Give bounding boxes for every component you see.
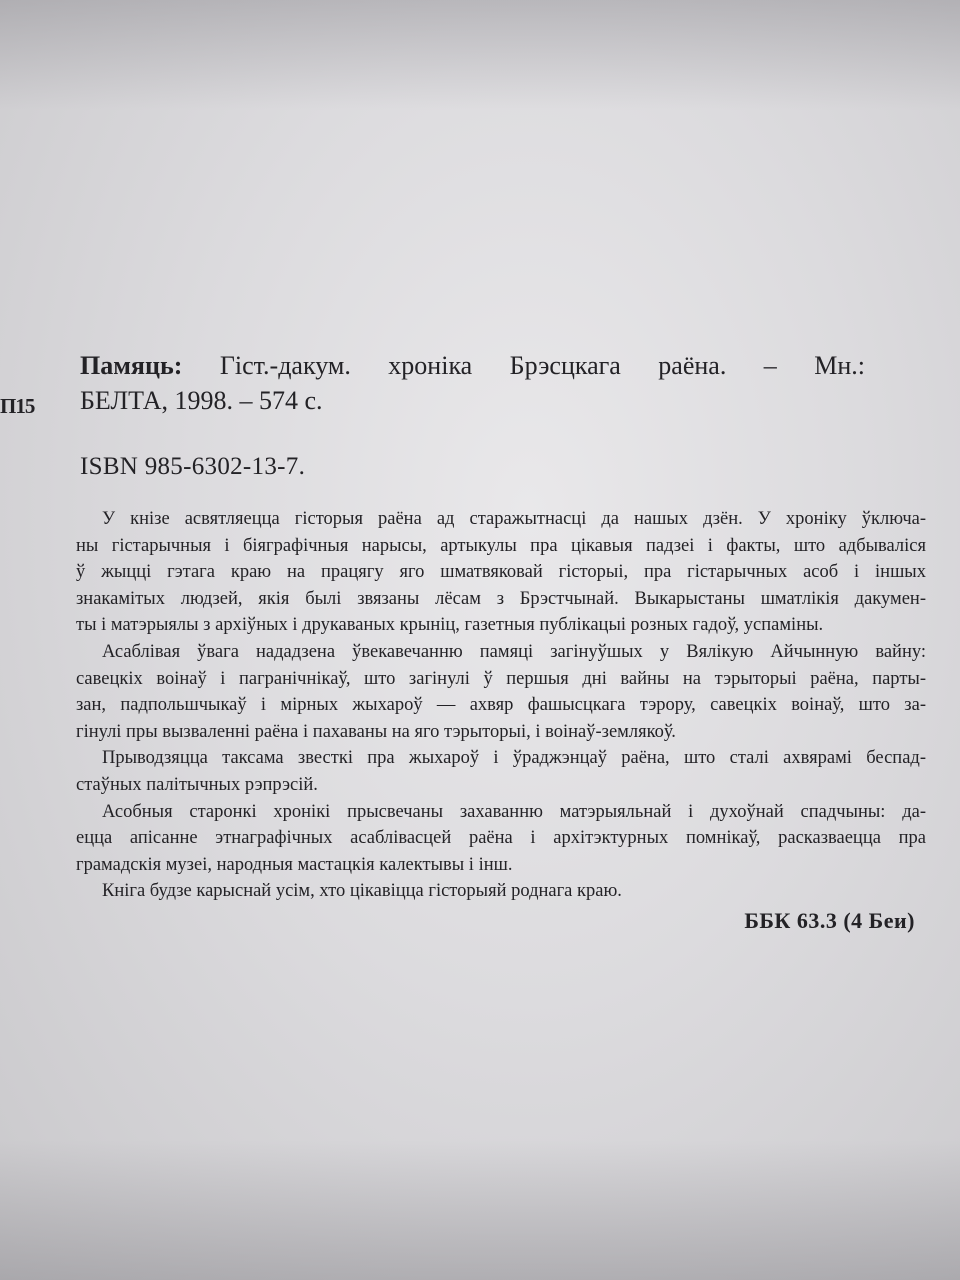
biblio-line-1 [80,348,865,383]
abstract-line: У кнізе асвятляецца гісторыя раёна ад старажытнасці да нашых дзён. У хроніку ўключа- [102,509,926,529]
abstract-line: ецца апісанне этнаграфічных асаблівасцей раёна і архітэктурных помнікаў, расказваецца пра [76,828,926,849]
isbn-number: ISBN 985-6302-13-7. [80,453,306,480]
book-title: Памяць: [80,351,183,380]
abstract-line: Прыводзяцца таксама звесткі пра жыхароў і ўраджэнцаў раёна, што сталі ахвярамі беспад- [102,748,926,769]
page-shadow-bottom [0,1140,960,1280]
abstract-line: Асаблівая ўвага нададзена ўвекавечанню памяці загінуўшых у Вялікую Айчынную вайну: [102,641,926,662]
abstract-line: Кніга будзе карыснай усім, хто цікавіцца гісторыяй роднага краю. [102,881,622,902]
abstract-line: ты і матэрыялы з архіўных і друкаваных крыніц, газетныя публікацыі розных гадоў, успаміны. [76,615,824,636]
biblio-line-2: БЕЛТА, 1998. – 574 с. [80,386,323,415]
classification-code: П15 [0,394,35,418]
abstract-line: савецкіх воінаў і пагранічнікаў, што загінулі ў першыя дні вайны на тэрыторыі раёна, парты- [76,668,926,689]
abstract-line: гінулі пры вызваленні раёна і пахаваны на яго тэрыторыі, і воінаў-землякоў. [76,721,676,742]
bbk-classification: ББК 63.3 (4 Беи) [744,908,915,933]
abstract-text [76,506,926,905]
page-shadow-top [0,0,960,110]
abstract-line: грамадскія музеі, народныя мастацкія калектывы і інш. [76,854,513,875]
abstract-line: Асобныя старонкі хронікі прысвечаны захаванню матэрыяльнай і духоўнай спадчыны: да- [102,801,926,822]
abstract-line: зан, падпольшчыкаў і мірных жыхароў — ахвяр фашысцкага тэрору, савецкіх воінаў, што за- [76,695,926,716]
biblio-description: Гіст.-дакум. хроніка Брэсцкага раёна. – Мн.: [219,351,865,380]
abstract-line: знакамітых людзей, якія былі звязаны лёсам з Брэстчынай. Выкарыстаны шматлікія дакумен- [76,588,926,609]
abstract-line: ны гістарычныя і біяграфічныя нарысы, артыкулы пра цікавыя падзеі і факты, што адбываліся [76,535,926,556]
bibliographic-record [80,348,865,418]
abstract-line: стаўных палітычных рэпрэсій. [76,774,318,795]
abstract-line: ў жыцці гэтага краю на працягу яго шматвяковай гісторыі, пра гістарычных асоб і іншых [76,562,926,583]
